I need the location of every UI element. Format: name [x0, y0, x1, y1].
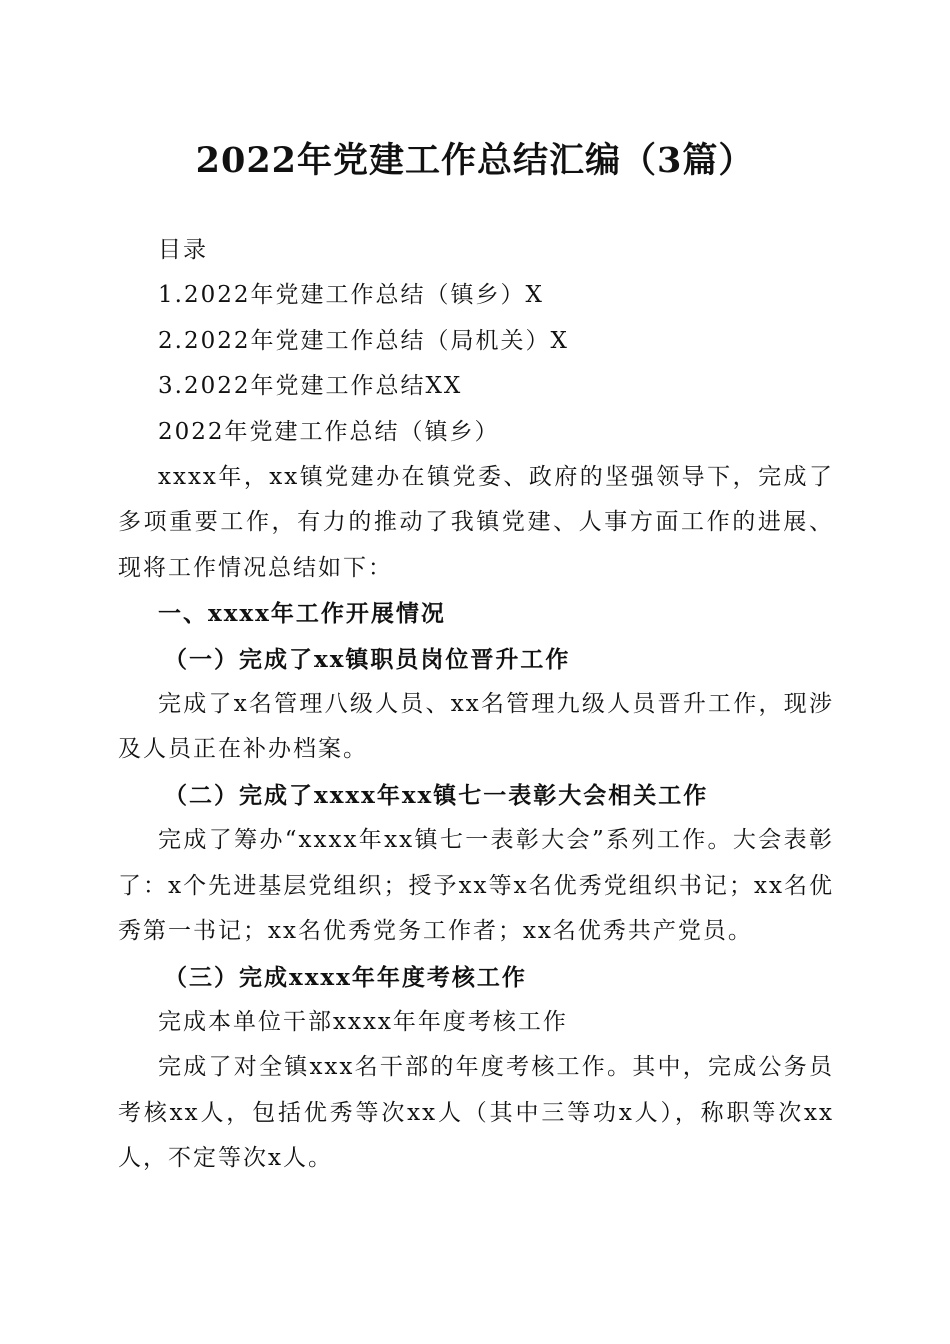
subsection-heading-1: （一）完成了xx镇职员岗位晋升工作 — [164, 645, 571, 673]
toc-item-3: 3.2022年党建工作总结XX — [158, 373, 463, 400]
toc-heading: 目录 — [158, 237, 208, 263]
subsection-text-1: 完成了x名管理八级人员、xx名管理九级人员晋升工作，现涉及人员正在补办档案。 — [118, 691, 834, 763]
subsection-text-3b: 完成了对全镇xxx名干部的年度考核工作。其中，完成公务员考核xx人，包括优秀等次xx人（其中三等功x人），称职等次xx人，不定等次x人。 — [118, 1054, 834, 1172]
toc-item-1: 1.2022年党建工作总结（镇乡）X — [158, 282, 544, 309]
subsection-heading-3: （三）完成xxxx年年度考核工作 — [164, 963, 527, 991]
subsection-text-3a: 完成本单位干部xxxx年年度考核工作 — [158, 1008, 568, 1035]
document-title: 2022年党建工作总结汇编（3篇） — [195, 140, 755, 181]
article-intro: xxxx年，xx镇党建办在镇党委、政府的坚强领导下，完成了多项重要工作，有力的推动了我镇党建、人事方面工作的进展、现将工作情况总结如下： — [118, 464, 834, 581]
section-heading: 一、xxxx年工作开展情况 — [158, 600, 446, 628]
document-body — [118, 228, 834, 1182]
toc-item-2: 2.2022年党建工作总结（局机关）X — [158, 327, 569, 354]
subsection-text-2: 完成了筹办“xxxx年xx镇七一表彰大会”系列工作。大会表彰了：x个先进基层党组织；授予xx等x名优秀党组织书记；xx名优秀第一书记；xx名优秀党务工作者；xx名优秀共产党员。 — [118, 827, 834, 945]
subsection-heading-2: （二）完成了xxxx年xx镇七一表彰大会相关工作 — [164, 781, 709, 809]
article-title: 2022年党建工作总结（镇乡） — [158, 418, 500, 445]
